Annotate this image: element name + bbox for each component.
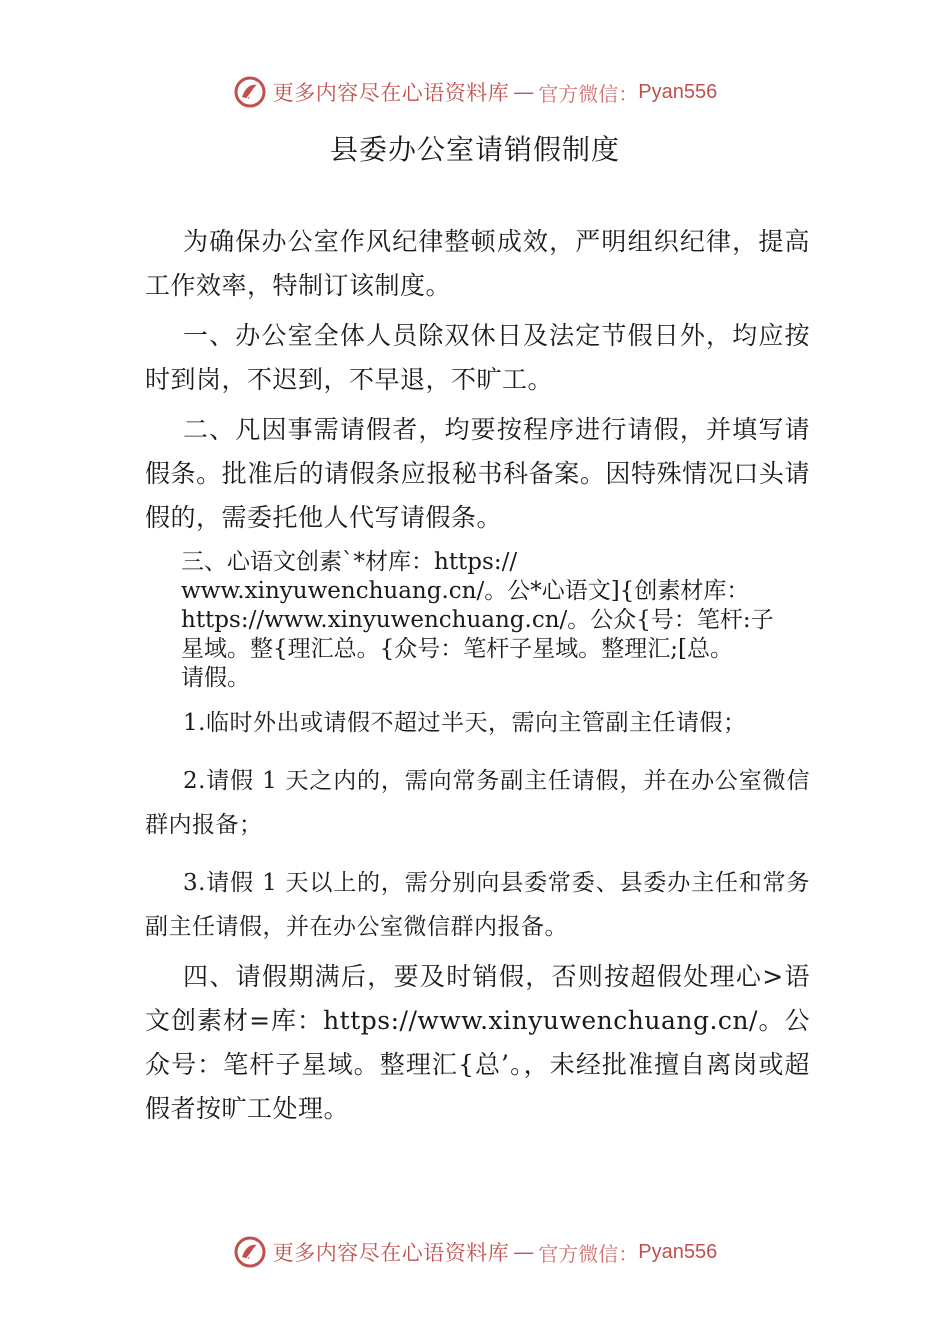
banner-separator: — (513, 80, 535, 104)
paragraph-3-line: www.xinyuwenchuang.cn/。公*心语文]{创素材库： (181, 578, 750, 604)
header-banner (0, 72, 950, 112)
logo-icon (233, 75, 267, 109)
paragraph-3-line: 三、心语文创素`*材库：https:// (181, 549, 518, 575)
document-body (145, 220, 810, 1131)
paragraph-1: 一、办公室全体人员除双休日及法定节假日外，均应按时到岗，不迟到，不早退，不旷工。 (145, 321, 810, 394)
paragraph-3-line: 请假。 (181, 665, 250, 691)
wechat-id: Pyan556 (638, 80, 718, 103)
paragraph-3 (145, 548, 810, 693)
list-item-3: 3.请假 1 天以上的，需分别向县委常委、县委办主任和常务副主任请假，并在办公室微信群内报备。 (145, 870, 810, 940)
wechat-label: 官方微信： (538, 81, 639, 106)
paragraph-intro: 为确保办公室作风纪律整顿成效，严明组织纪律，提高工作效率，特制订该制度。 (145, 227, 810, 300)
document-title: 县委办公室请销假制度 (329, 133, 620, 166)
banner-separator: — (513, 1240, 535, 1264)
banner-text: 更多内容尽在心语资料库 (272, 1241, 510, 1265)
footer-banner (0, 1232, 950, 1272)
paragraph-3-line: 星域。整{理汇总。{众号：笔杆子星域。整理汇;[总。 (181, 636, 733, 662)
list-item-2: 2.请假 1 天之内的，需向常务副主任请假，并在办公室微信群内报备； (145, 768, 810, 838)
paragraph-3-line: https://www.xinyuwenchuang.cn/。公众{号：笔杆:子 (181, 607, 774, 633)
wechat-id: Pyan556 (638, 1240, 718, 1263)
banner-text: 更多内容尽在心语资料库 (272, 81, 510, 105)
list-item-1: 1.临时外出或请假不超过半天，需向主管副主任请假； (183, 710, 747, 736)
paragraph-4: 四、请假期满后，要及时销假，否则按超假处理心>语文创素材=库：https://www.xinyuwenchuang.cn/。公众号：笔杆子星域。整理汇{总’。，未经批准擅自离岗或超假者按旷工处理。 (145, 962, 810, 1123)
paragraph-2: 二、凡因事需请假者，均要按程序进行请假，并填写请假条。批准后的请假条应报秘书科备案。因特殊情况口头请假的，需委托他人代写请假条。 (145, 415, 810, 532)
logo-icon (233, 1235, 267, 1269)
wechat-label: 官方微信： (538, 1241, 639, 1266)
